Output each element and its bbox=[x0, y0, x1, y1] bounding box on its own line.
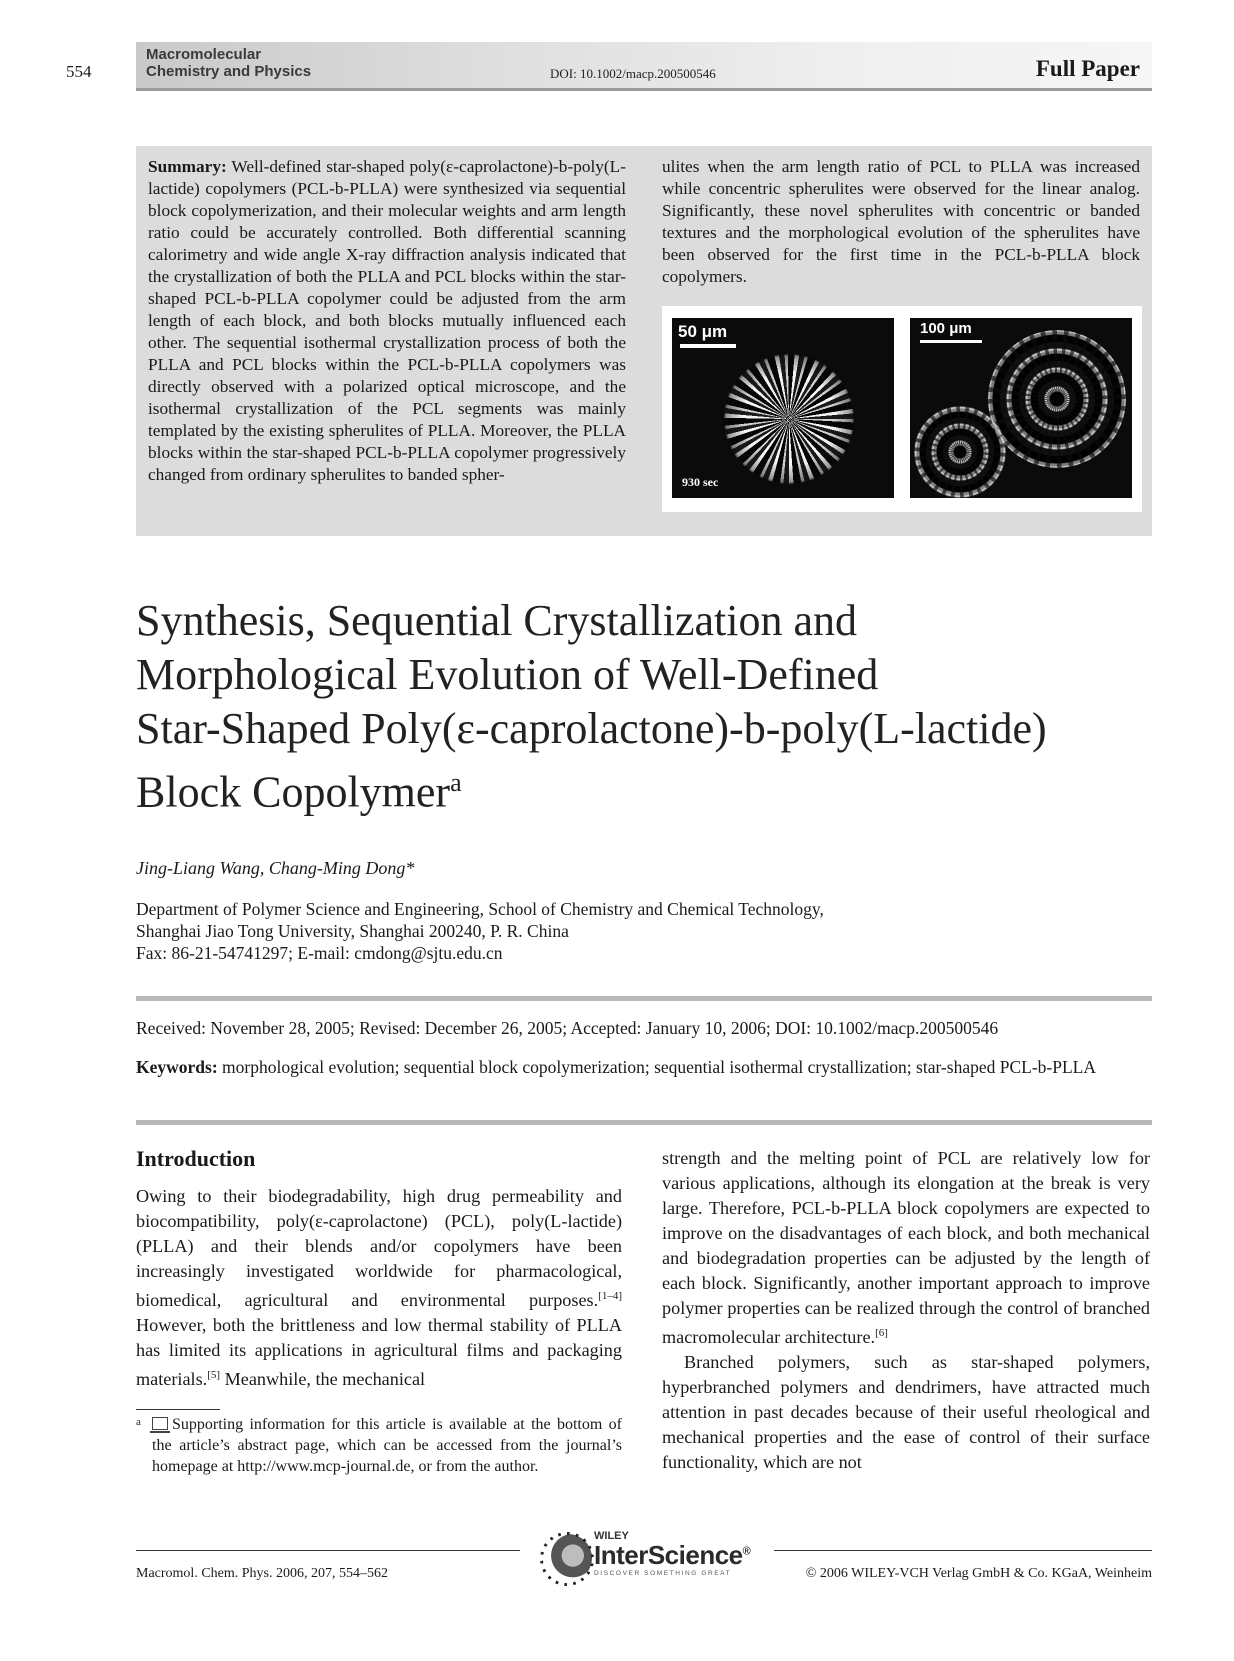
page-number: 554 bbox=[66, 62, 92, 81]
journal-name-line1: Macromolecular bbox=[146, 46, 262, 63]
logo-brand: WILEY bbox=[594, 1530, 629, 1542]
title-line-1: Synthesis, Sequential Crystallization and bbox=[136, 596, 858, 645]
journal-name bbox=[146, 46, 311, 80]
footnote-text: Supporting information for this article is available at the bottom of the article’s abstract page, which can be accessed from the journal’s homepage at http://www.mcp-journal.de, or from the author. bbox=[152, 1416, 622, 1475]
reference-citation: [6] bbox=[875, 1327, 888, 1339]
keywords-text: morphological evolution; sequential block copolymerization; sequential isothermal crystallization; star-shaped PCL-b-PLLA bbox=[217, 1057, 1096, 1077]
footnote-mark: a bbox=[136, 1416, 141, 1428]
reference-citation: [1–4] bbox=[598, 1290, 622, 1302]
footnote bbox=[136, 1414, 622, 1477]
scale-label-100um: 100 μm bbox=[920, 320, 972, 337]
divider bbox=[136, 996, 1152, 1001]
body-right-column bbox=[662, 1146, 1150, 1475]
section-label: Full Paper bbox=[1035, 56, 1140, 81]
body-left-column bbox=[136, 1184, 622, 1392]
affiliation bbox=[136, 898, 824, 964]
title-line-4-text: Block Copolymer bbox=[136, 767, 451, 817]
computer-icon bbox=[152, 1417, 168, 1430]
article-title bbox=[136, 594, 1146, 820]
divider bbox=[136, 1120, 1152, 1125]
summary-left-column bbox=[148, 156, 626, 486]
concentric-spherulite-large bbox=[988, 330, 1126, 468]
intro-paragraph-1-cont bbox=[662, 1146, 1150, 1350]
affiliation-line-2: Shanghai Jiao Tong University, Shanghai 200240, P. R. China bbox=[136, 921, 569, 941]
scale-bar bbox=[920, 340, 982, 343]
scale-label-50um: 50 μm bbox=[678, 322, 728, 341]
footer-citation: Macromol. Chem. Phys. 2006, 207, 554–562 bbox=[136, 1566, 388, 1581]
micrograph-concentric-spherulites bbox=[910, 318, 1132, 498]
keywords-label: Keywords: bbox=[136, 1057, 218, 1077]
footnote-body bbox=[136, 1414, 622, 1477]
logo-tagline: DISCOVER SOMETHING GREAT bbox=[594, 1570, 732, 1577]
intro-paragraph-1 bbox=[136, 1184, 622, 1392]
author-list: Jing-Liang Wang, Chang-Ming Dong* bbox=[136, 858, 415, 878]
logo-name: InterScience bbox=[594, 1540, 743, 1570]
title-footnote-mark: a bbox=[450, 768, 462, 797]
time-label: 930 sec bbox=[682, 475, 719, 489]
summary-label: Summary: bbox=[148, 157, 227, 176]
summary-right-column: ulites when the arm length ratio of PCL to PLLA was increased while concentric spherulites were observed for the linear analog. Significantly, these novel spherulites with concentric or banded textures and the morphological evolution of the spherulites have been observed for the first time in the PCL-b-PLLA block copolymers. bbox=[662, 157, 1140, 286]
scale-bar bbox=[680, 344, 736, 348]
reference-citation: [5] bbox=[207, 1369, 221, 1382]
intro-text: Meanwhile, the mechanical bbox=[220, 1369, 426, 1390]
header-doi: DOI: 10.1002/macp.200500546 bbox=[550, 66, 716, 81]
intro-text: strength and the melting point of PCL are relatively low for various applications, although its elongation at the break is very large. Therefore, PCL-b-PLLA block copolymers are expected to improve on the disadvantages of each block, and both mechanical and biodegradation properties can be adjusted by the length of each block. Significantly, another important approach to improve polymer properties can be realized through the control of branched macromolecular architecture. bbox=[662, 1148, 1150, 1348]
interscience-logo bbox=[544, 1530, 754, 1586]
footer-rule-left bbox=[136, 1550, 520, 1551]
logo-globe-icon bbox=[544, 1534, 592, 1582]
micrograph-banded-spherulite bbox=[672, 318, 894, 498]
footnote-rule bbox=[136, 1409, 220, 1410]
concentric-spherulite-small bbox=[914, 406, 1006, 498]
affiliation-line-3: Fax: 86-21-54741297; E-mail: cmdong@sjtu.edu.cn bbox=[136, 943, 503, 963]
summary-text-left: Well-defined star-shaped poly(ε-caprolactone)-b-poly(L-lactide) copolymers (PCL-b-PLLA) were synthesized via sequential block copolymerization, and their molecular weights and arm length ratio could be accurately controlled. Both differential scanning calorimetry and wide angle X-ray diffraction analysis indicated that the crystallization of both the PLLA and PCL blocks within the star-shaped PCL-b-PLLA copolymer could be adjusted from the arm length of each block, and both blocks mutually influenced each other. The sequential isothermal crystallization process of both the PLLA and PCL blocks within the PCL-b-PLLA copolymers was directly observed with a polarized optical microscope, and the isothermal crystallization of the PCL segments was mainly templated by the existing spherulites of PLLA. Moreover, the PLLA blocks within the star-shaped PCL-b-PLLA copolymer progressively changed from ordinary spherulites to banded spher- bbox=[148, 157, 626, 484]
footer-rule-right bbox=[774, 1550, 1152, 1551]
journal-name-line2: Chemistry and Physics bbox=[146, 63, 312, 80]
intro-paragraph-2: Branched polymers, such as star-shaped polymers, hyperbranched polymers and dendrimers, have attracted much attention in past decades because of their useful rheological and mechanical properties and the ease of control of their surface functionality, which are not bbox=[662, 1352, 1150, 1473]
received-dates: Received: November 28, 2005; Revised: December 26, 2005; Accepted: January 10, 2006; DOI: 10.1002/macp.200500546 bbox=[136, 1018, 999, 1038]
section-heading-introduction: Introduction bbox=[136, 1146, 256, 1171]
logo-wordmark bbox=[594, 1540, 750, 1571]
title-line-4 bbox=[136, 756, 1146, 820]
footer-copyright: © 2006 WILEY-VCH Verlag GmbH & Co. KGaA, Weinheim bbox=[805, 1566, 1152, 1581]
affiliation-line-1: Department of Polymer Science and Engineering, School of Chemistry and Chemical Technology, bbox=[136, 899, 824, 919]
intro-text: However, both the brittleness and low thermal stability of PLLA has limited its applications in agricultural films and packaging materials. bbox=[136, 1315, 622, 1390]
logo-registered-mark: ® bbox=[742, 1545, 751, 1558]
intro-text: Owing to their biodegradability, high drug permeability and biocompatibility, poly(ε-caprolactone) (PCL), poly(L-lactide) (PLLA) and their blends and/or copolymers have been increasingly investigated worldwide for pharmacological, biomedical, agricultural and environmental purposes. bbox=[136, 1186, 622, 1311]
keywords bbox=[136, 1056, 1152, 1078]
spherulite-pattern bbox=[724, 354, 854, 484]
title-line-2: Morphological Evolution of Well-Defined bbox=[136, 650, 879, 699]
title-line-3: Star-Shaped Poly(ε-caprolactone)-b-poly(L-lactide) bbox=[136, 704, 1047, 753]
